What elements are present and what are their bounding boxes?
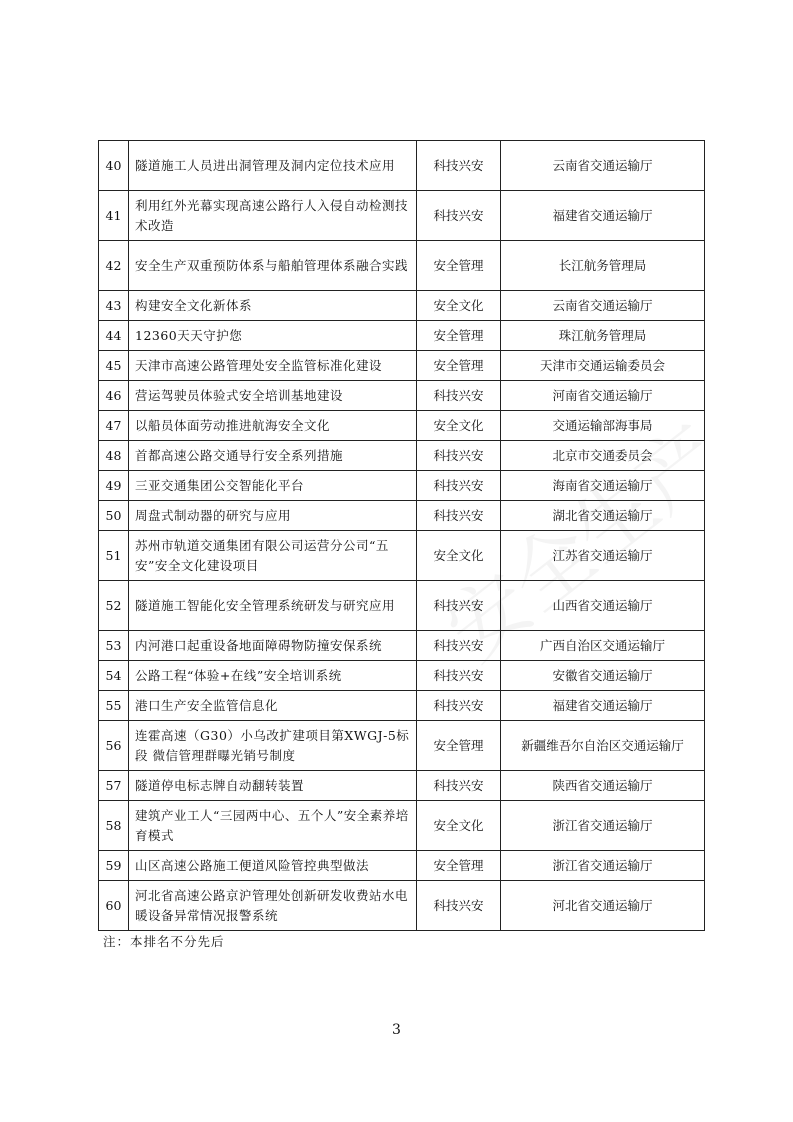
submitting-organization: 河北省交通运输厅 [501, 881, 705, 931]
table-body [99, 141, 705, 931]
submitting-organization: 北京市交通委员会 [501, 441, 705, 471]
project-category: 科技兴安 [417, 691, 501, 721]
row-number: 43 [99, 291, 129, 321]
project-category: 安全文化 [417, 411, 501, 441]
table-row [99, 581, 705, 631]
table-row [99, 501, 705, 531]
project-category: 科技兴安 [417, 631, 501, 661]
table-row [99, 771, 705, 801]
submitting-organization: 天津市交通运输委员会 [501, 351, 705, 381]
project-category: 科技兴安 [417, 881, 501, 931]
row-number: 57 [99, 771, 129, 801]
table-row [99, 631, 705, 661]
submitting-organization: 湖北省交通运输厅 [501, 501, 705, 531]
table-row [99, 721, 705, 771]
submitting-organization: 福建省交通运输厅 [501, 691, 705, 721]
row-number: 53 [99, 631, 129, 661]
row-number: 51 [99, 531, 129, 581]
table-row [99, 351, 705, 381]
project-category: 科技兴安 [417, 441, 501, 471]
row-number: 52 [99, 581, 129, 631]
submitting-organization: 长江航务管理局 [501, 241, 705, 291]
row-number: 58 [99, 801, 129, 851]
project-name: 隧道停电标志牌自动翻转装置 [129, 771, 417, 801]
project-name: 构建安全文化新体系 [129, 291, 417, 321]
project-name: 建筑产业工人“三园两中心、五个人”安全素养培育模式 [129, 801, 417, 851]
project-category: 安全文化 [417, 531, 501, 581]
project-category: 安全文化 [417, 801, 501, 851]
submitting-organization: 交通运输部海事局 [501, 411, 705, 441]
project-category: 科技兴安 [417, 581, 501, 631]
submitting-organization: 广西自治区交通运输厅 [501, 631, 705, 661]
project-category: 科技兴安 [417, 381, 501, 411]
project-category: 安全文化 [417, 291, 501, 321]
submitting-organization: 海南省交通运输厅 [501, 471, 705, 501]
table-row [99, 191, 705, 241]
row-number: 47 [99, 411, 129, 441]
submitting-organization: 陕西省交通运输厅 [501, 771, 705, 801]
page-number: 3 [392, 1022, 401, 1038]
row-number: 55 [99, 691, 129, 721]
row-number: 45 [99, 351, 129, 381]
ranking-table [98, 140, 705, 931]
table-row [99, 241, 705, 291]
project-name: 安全生产双重预防体系与船舶管理体系融合实践 [129, 241, 417, 291]
submitting-organization: 安徽省交通运输厅 [501, 661, 705, 691]
row-number: 60 [99, 881, 129, 931]
project-category: 科技兴安 [417, 771, 501, 801]
table-row [99, 471, 705, 501]
table-row [99, 381, 705, 411]
project-category: 科技兴安 [417, 471, 501, 501]
submitting-organization: 河南省交通运输厅 [501, 381, 705, 411]
project-category: 安全管理 [417, 721, 501, 771]
table-row [99, 141, 705, 191]
ranking-table-container [98, 140, 704, 931]
table-row [99, 691, 705, 721]
project-name: 以船员体面劳动推进航海安全文化 [129, 411, 417, 441]
project-name: 12360天天守护您 [129, 321, 417, 351]
table-row [99, 881, 705, 931]
row-number: 46 [99, 381, 129, 411]
row-number: 59 [99, 851, 129, 881]
table-row [99, 441, 705, 471]
table-row [99, 321, 705, 351]
project-category: 安全管理 [417, 351, 501, 381]
project-name: 内河港口起重设备地面障碍物防撞安保系统 [129, 631, 417, 661]
project-name: 利用红外光幕实现高速公路行人入侵自动检测技术改造 [129, 191, 417, 241]
submitting-organization: 云南省交通运输厅 [501, 291, 705, 321]
project-category: 科技兴安 [417, 661, 501, 691]
row-number: 44 [99, 321, 129, 351]
project-name: 河北省高速公路京沪管理处创新研发收费站水电暖设备异常情况报警系统 [129, 881, 417, 931]
project-name: 隧道施工人员进出洞管理及洞内定位技术应用 [129, 141, 417, 191]
row-number: 40 [99, 141, 129, 191]
project-name: 公路工程“体验+在线”安全培训系统 [129, 661, 417, 691]
submitting-organization: 山西省交通运输厅 [501, 581, 705, 631]
project-category: 科技兴安 [417, 191, 501, 241]
row-number: 41 [99, 191, 129, 241]
table-row [99, 531, 705, 581]
project-name: 隧道施工智能化安全管理系统研发与研究应用 [129, 581, 417, 631]
row-number: 50 [99, 501, 129, 531]
row-number: 54 [99, 661, 129, 691]
project-category: 科技兴安 [417, 141, 501, 191]
project-category: 安全管理 [417, 321, 501, 351]
project-category: 安全管理 [417, 851, 501, 881]
table-note: 注：本排名不分先后 [103, 934, 225, 949]
table-row [99, 851, 705, 881]
submitting-organization: 江苏省交通运输厅 [501, 531, 705, 581]
table-row [99, 411, 705, 441]
submitting-organization: 浙江省交通运输厅 [501, 851, 705, 881]
submitting-organization: 云南省交通运输厅 [501, 141, 705, 191]
row-number: 56 [99, 721, 129, 771]
table-row [99, 661, 705, 691]
project-category: 安全管理 [417, 241, 501, 291]
project-name: 三亚交通集团公交智能化平台 [129, 471, 417, 501]
project-name: 苏州市轨道交通集团有限公司运营分公司“五安”安全文化建设项目 [129, 531, 417, 581]
table-row [99, 291, 705, 321]
project-name: 连霍高速（G30）小乌改扩建项目第XWGJ-5标段 微信管理群曝光销号制度 [129, 721, 417, 771]
row-number: 48 [99, 441, 129, 471]
row-number: 49 [99, 471, 129, 501]
project-name: 营运驾驶员体验式安全培训基地建设 [129, 381, 417, 411]
project-category: 科技兴安 [417, 501, 501, 531]
submitting-organization: 福建省交通运输厅 [501, 191, 705, 241]
project-name: 港口生产安全监管信息化 [129, 691, 417, 721]
submitting-organization: 新疆维吾尔自治区交通运输厅 [501, 721, 705, 771]
project-name: 周盘式制动器的研究与应用 [129, 501, 417, 531]
submitting-organization: 珠江航务管理局 [501, 321, 705, 351]
project-name: 山区高速公路施工便道风险管控典型做法 [129, 851, 417, 881]
project-name: 天津市高速公路管理处安全监管标准化建设 [129, 351, 417, 381]
project-name: 首都高速公路交通导行安全系列措施 [129, 441, 417, 471]
table-row [99, 801, 705, 851]
submitting-organization: 浙江省交通运输厅 [501, 801, 705, 851]
row-number: 42 [99, 241, 129, 291]
